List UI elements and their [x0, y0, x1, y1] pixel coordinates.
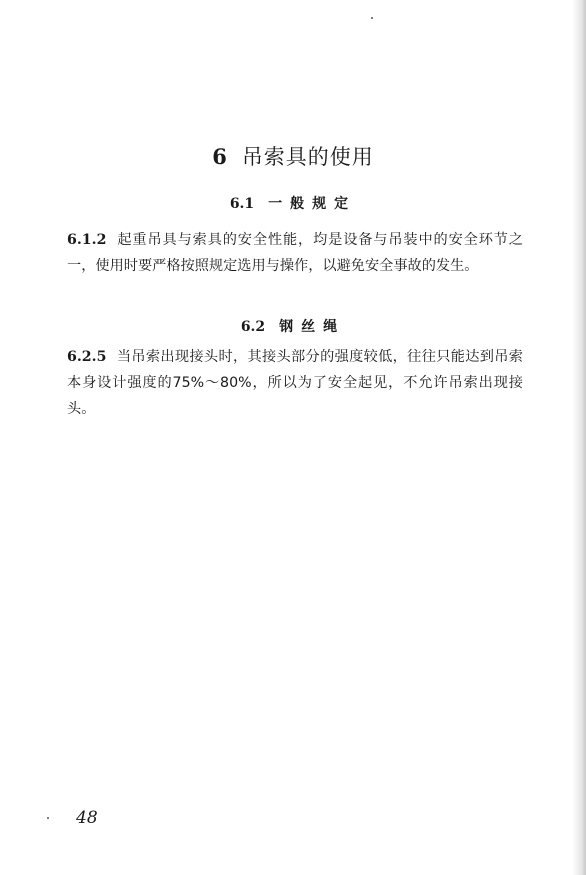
- clause-paragraph: [67, 227, 523, 279]
- scan-speck: [371, 17, 373, 19]
- section-title: 一般规定: [268, 196, 357, 212]
- scan-speck: [47, 817, 49, 819]
- chapter-title: 吊索具的使用: [241, 145, 374, 169]
- section-title: 钢丝绳: [279, 319, 346, 335]
- chapter-number: 6: [212, 144, 228, 169]
- section-number: 6.1: [229, 196, 255, 212]
- section-heading: [0, 316, 586, 336]
- clause-number: 6.1.2: [67, 232, 107, 248]
- chapter-heading: [0, 141, 586, 171]
- clause-text: 起重吊具与索具的安全性能，均是设备与吊装中的安全环节之一，使用时要严格按照规定选用与操作，以避免安全事故的发生。: [67, 232, 523, 274]
- page-number: 48: [76, 808, 98, 828]
- clause-text: 当吊索出现接头时，其接头部分的强度较低，往往只能达到吊索本身设计强度的75%～80%，所以为了安全起见，不允许吊索出现接头。: [67, 349, 523, 417]
- page-edge-shadow: [572, 0, 586, 875]
- clause-number: 6.2.5: [67, 349, 107, 365]
- section-heading: [0, 193, 586, 213]
- section-number: 6.2: [240, 319, 266, 335]
- clause-paragraph: [67, 344, 523, 422]
